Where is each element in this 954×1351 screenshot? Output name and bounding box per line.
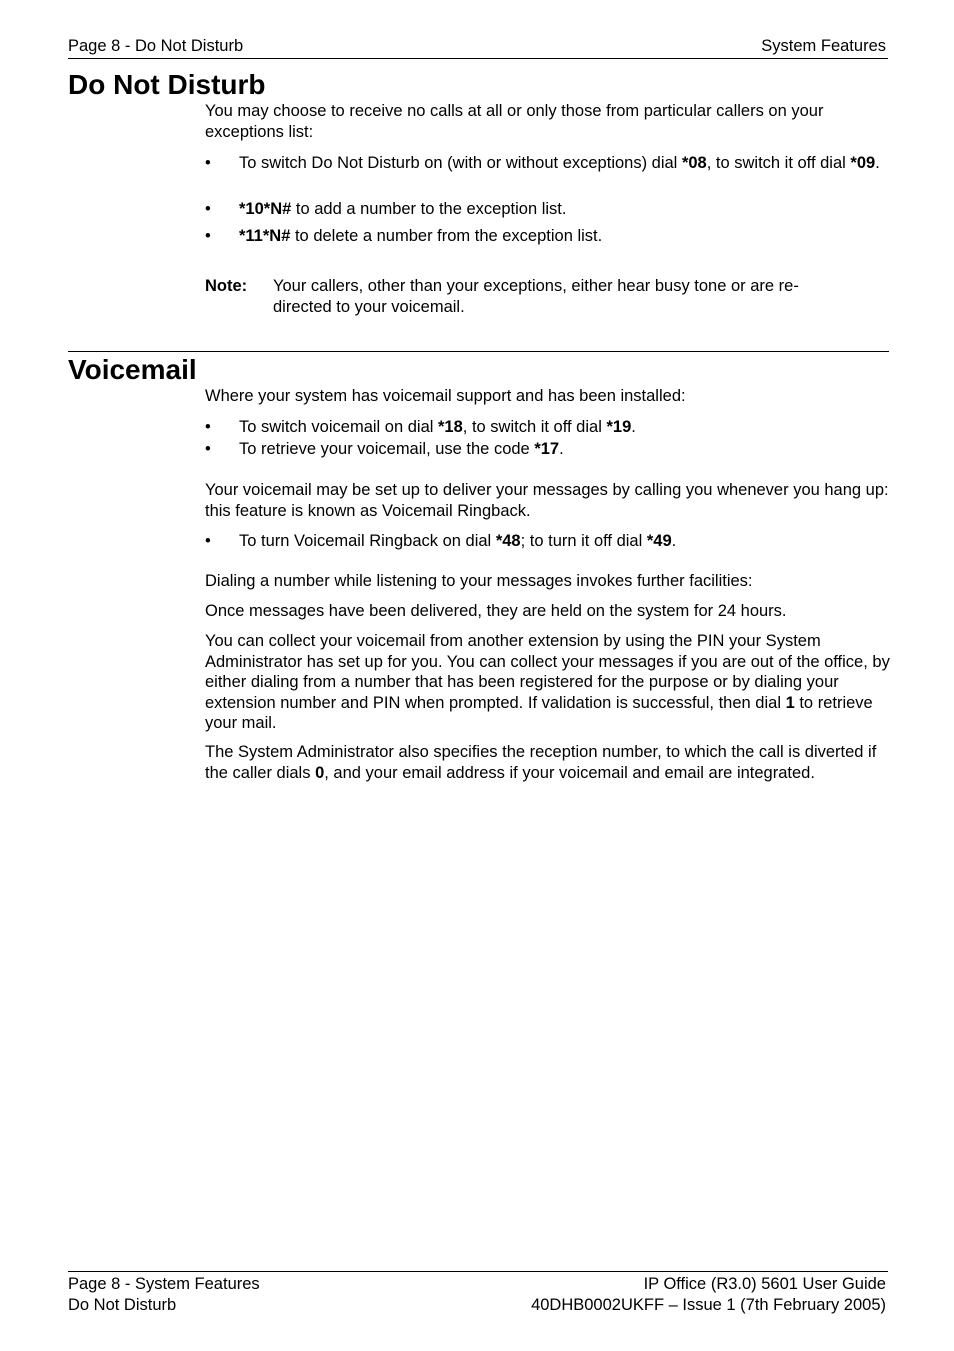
voicemail-dialing-paragraph: Dialing a number while listening to your messages invokes further facilities:: [205, 572, 753, 590]
footer-right-line-1: IP Office (R3.0) 5601 User Guide: [643, 1275, 886, 1293]
bullet-dot: •: [205, 532, 211, 550]
bullet-dot: •: [205, 154, 211, 172]
voicemail-bullet-2-text: To retrieve your voicemail, use the code *17.: [239, 440, 564, 458]
bullet-dot: •: [205, 200, 211, 218]
page-footer: [68, 1271, 888, 1316]
bullet-dot: •: [205, 440, 211, 458]
section-divider: [68, 351, 889, 352]
footer-left-line-1: Page 8 - System Features: [68, 1275, 260, 1293]
footer-left-line-2: Do Not Disturb: [68, 1296, 177, 1314]
voicemail-bullet-1-text: To switch voicemail on dial *18, to switch it off dial *19.: [239, 418, 636, 436]
voicemail-held-paragraph: Once messages have been delivered, they are held on the system for 24 hours.: [205, 602, 787, 620]
note-label: Note:: [205, 277, 248, 295]
dnd-bullet-1-text: To switch Do Not Disturb on (with or without exceptions) dial *08, to switch it off dial *09.: [239, 154, 880, 172]
voicemail-heading: Voicemail: [68, 354, 197, 385]
dnd-bullet-2-text: *10*N# to add a number to the exception list.: [239, 200, 567, 218]
voicemail-admin-paragraph: The System Administrator also specifies the reception number, to which the call is diverted if the caller dials 0, and your email address if your voicemail and email are integrated.: [205, 743, 877, 782]
voicemail-ringback-paragraph: Your voicemail may be set up to deliver your messages by calling you whenever you hang up: this feature is known as Voicemail Ringback.: [205, 481, 889, 520]
voicemail-ringback-bullet-text: To turn Voicemail Ringback on dial *48; to turn it off dial *49.: [239, 532, 677, 550]
dnd-heading: Do Not Disturb: [68, 69, 266, 100]
page-header: [68, 36, 888, 59]
voicemail-collect-paragraph: You can collect your voicemail from another extension by using the PIN your System Administrator has set up for you. You can collect your messages if you are out of the office, by either dialing from a number that has been registered for the purpose or by dialing your extension number and PIN when prompted. If validation is successful, then dial 1 to retrieve your mail.: [205, 632, 890, 732]
footer-right-line-2: 40DHB0002UKFF – Issue 1 (7th February 2005): [531, 1296, 886, 1314]
header-left-text: Page 8 - Do Not Disturb: [68, 37, 244, 55]
dnd-intro: You may choose to receive no calls at all or only those from particular callers on your exceptions list:: [205, 102, 824, 141]
note-text: Your callers, other than your exceptions, either hear busy tone or are re-directed to your voicemail.: [273, 277, 799, 316]
voicemail-intro: Where your system has voicemail support and has been installed:: [205, 387, 686, 405]
dnd-bullet-3-text: *11*N# to delete a number from the exception list.: [239, 227, 603, 245]
header-right-text: System Features: [761, 37, 886, 55]
bullet-dot: •: [205, 418, 211, 436]
bullet-dot: •: [205, 227, 211, 245]
